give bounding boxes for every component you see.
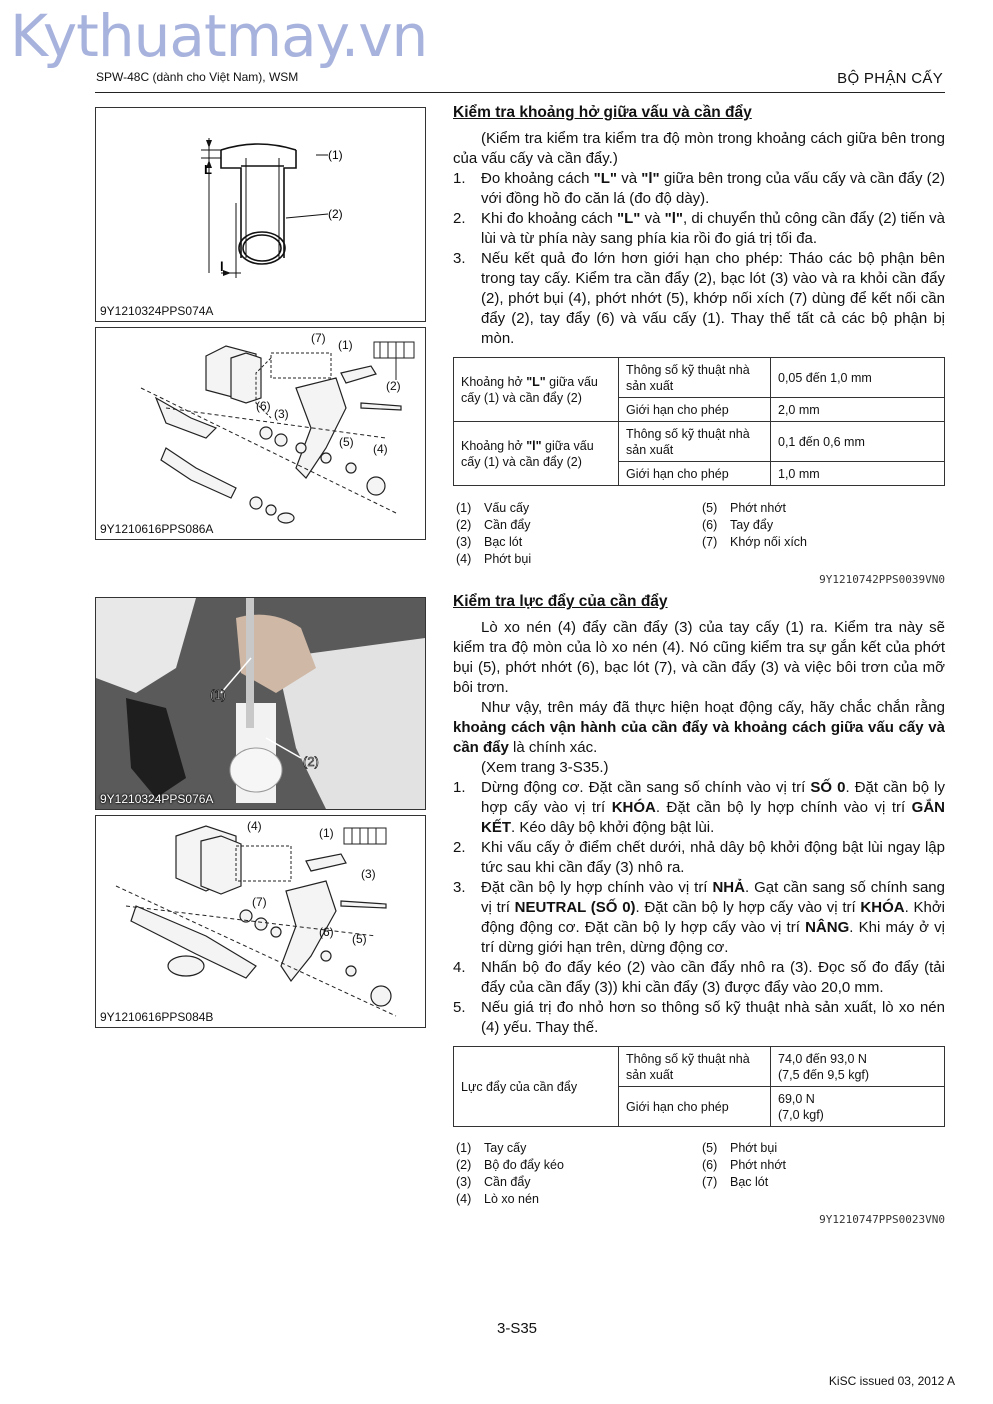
label-4: (4) (373, 442, 388, 456)
label-7: (7) (252, 895, 267, 909)
step-3: 3. Nếu kết quả đo lớn hơn giới hạn cho phép: Tháo các bộ phận bên trong tay cấy. Kiểm tra cần đẩy (2), bạc lót (3) vào và ra khỏi cần đẩy (2), phớt bụi (4), phớt nhớt (5), khớp nối xích (7) dùng để kết nối cần đẩy (2), tay đẩy (6) và vấu cấy (1). Thay thế tất cả các bộ phận bị mòn. (453, 250, 945, 347)
label-2: (2) (386, 379, 401, 393)
legend-item: (6) Tay đẩy (702, 518, 774, 532)
figure-exploded-2 (95, 815, 426, 1028)
label-L: L (204, 162, 212, 177)
legend-1 (456, 500, 946, 572)
cell-value: 0,1 đến 0,6 mm (771, 422, 945, 462)
exploded-drawing-2 (96, 816, 425, 1027)
photo-placeholder (96, 598, 425, 809)
section-title: Kiểm tra lực đẩy của cần đẩy (453, 593, 668, 610)
steps-list (453, 169, 945, 349)
spec-table-gap (453, 357, 945, 486)
label-1: (1) (338, 338, 353, 352)
paragraph-2: Như vậy, trên máy đã thực hiện hoạt động cấy, hãy chắc chắn rằng khoảng cách vận hành của cần đẩy và khoảng cách giữa vấu cấy và cần đẩy là chính xác. (453, 699, 945, 756)
section-claw-gap (453, 103, 945, 349)
watermark: Kythuatmay.vn (10, 2, 428, 70)
cell-value: 1,0 mm (771, 462, 945, 486)
step-2: 2. Khi vấu cấy ở điểm chết dưới, nhả dây bộ khởi động bật lùi ngay lập tức sau khi cần đẩy (3) nhô ra. (453, 839, 945, 876)
label-l: l (220, 259, 224, 274)
label-3: (3) (274, 407, 289, 421)
legend-item: (5) Phớt bụi (702, 1141, 778, 1155)
label-1: (1) (319, 826, 334, 840)
figure-caption: 9Y1210616PPS084B (100, 1010, 214, 1024)
figure-photo (95, 597, 426, 810)
legend-item: (4) Phớt bụi (456, 552, 532, 566)
legend-2 (456, 1140, 946, 1212)
label-5: (5) (339, 435, 354, 449)
figure-caption: 9Y1210324PPS074A (100, 304, 214, 318)
legend-item: (2) Cần đẩy (456, 518, 531, 532)
cell-value: 69,0 N (7,0 kgf) (771, 1087, 945, 1127)
step-3: 3. Đặt cần bộ ly hợp chính vào vị trí NHẢ. Gạt cần sang số chính sang vị trí NEUTRAL (SỐ 0). Đặt cần bộ ly hợp cấy vào vị trí KHÓA. Khởi động động cơ. Đặt cần bộ ly hợp cấy vào vị trí NÂNG. Khi máy ở vị trí dừng giới hạn trên, dừng động cơ. (453, 879, 946, 956)
header-model: SPW-48C (dành cho Việt Nam), WSM (96, 70, 299, 84)
exploded-drawing-1 (96, 328, 425, 539)
legend-item: (3) Cần đẩy (456, 1175, 531, 1189)
intro-text: (Kiểm tra kiểm tra kiểm tra độ mòn trong khoảng cách giữa bên trong của vấu cấy và cần đẩy.) (453, 130, 945, 167)
label-6: (6) (256, 399, 271, 413)
header-section: BỘ PHẬN CẤY (837, 70, 943, 87)
header-rule (95, 92, 945, 93)
cell-limit: Giới hạn cho phép (619, 462, 771, 486)
cell-value: 0,05 đến 1,0 mm (771, 358, 945, 398)
step-5: 5. Nếu giá trị đo nhỏ hơn so thông số kỹ thuật nhà sản xuất, lò xo nén (4) yếu. Thay thế. (453, 999, 945, 1036)
label-7: (7) (311, 331, 326, 345)
cell-value: 74,0 đến 93,0 N (7,5 đến 9,5 kgf) (771, 1047, 945, 1087)
step-1: 1. Đo khoảng cách "L" và "l" giữa bên trong của vấu cấy và cần đẩy (2) với đồng hồ đo căn lá (đo độ dày). (453, 170, 945, 207)
cell-gap-l: Khoảng hở "l" giữa vấu cấy (1) và cần đẩy (2) (454, 422, 619, 486)
cell-spec: Thông số kỹ thuật nhà sản xuất (619, 1047, 771, 1087)
reference-code: 9Y1210747PPS0023VN0 (819, 1213, 945, 1226)
issued-note: KiSC issued 03, 2012 A (828, 1374, 955, 1388)
page-reference: (Xem trang 3-S35.) (481, 759, 609, 776)
claw-gap-drawing (96, 108, 425, 321)
steps-list (453, 778, 945, 1038)
cell-value: 2,0 mm (771, 398, 945, 422)
legend-item: (6) Phớt nhớt (702, 1158, 787, 1172)
label-6: (6) (319, 925, 334, 939)
legend-item: (1) Tay cấy (456, 1141, 527, 1155)
cell-label: Lực đẩy của cần đẩy (454, 1047, 619, 1127)
label-2: (2) (328, 207, 343, 221)
label-1: (1) (328, 148, 343, 162)
page-number: 3-S35 (497, 1320, 538, 1337)
legend-item: (4) Lò xo nén (456, 1192, 539, 1206)
step-2: 2. Khi đo khoảng cách "L" và "l", di chuyển thủ công cần đẩy (2) tiến và lùi và từ phía này sang phía kia rồi đo giá trị tối đa. (453, 210, 945, 247)
spec-table-force (453, 1046, 945, 1127)
step-4: 4. Nhấn bộ đo đẩy kéo (2) vào cần đẩy nhô ra (3). Đọc số đo đẩy (tải đẩy của cần đẩy (3)) khi cần đẩy (3) được đẩy vào 20,0 mm. (453, 959, 945, 996)
label-1: (1) (210, 687, 226, 702)
legend-item: (1) Vấu cấy (456, 501, 530, 515)
cell-limit: Giới hạn cho phép (619, 398, 771, 422)
figure-exploded-1 (95, 327, 426, 540)
label-5: (5) (352, 932, 367, 946)
paragraph-1: Lò xo nén (4) đẩy cần đẩy (3) của tay cấy (1) ra. Kiểm tra này sẽ kiểm tra độ mòn của lò xo nén (4). Nó cũng kiểm tra sự gắn kết của phớt bụi (5), phớt nhớt (6), bạc lót (7), và cần đẩy (3) và việc bôi trơn của mỡ bôi trơn. (453, 619, 945, 696)
label-4: (4) (247, 819, 262, 833)
cell-spec: Thông số kỹ thuật nhà sản xuất (619, 358, 771, 398)
figure-caption: 9Y1210616PPS086A (100, 522, 214, 536)
reference-code: 9Y1210742PPS0039VN0 (819, 573, 945, 586)
figure-claw-gap (95, 107, 426, 322)
legend-item: (7) Khớp nối xích (702, 535, 807, 549)
legend-item: (3) Bạc lót (456, 535, 523, 549)
legend-item: (2) Bộ đo đẩy kéo (456, 1158, 564, 1172)
label-2: (2) (303, 754, 319, 769)
cell-limit: Giới hạn cho phép (619, 1087, 771, 1127)
section-pusher-force (453, 592, 945, 1038)
step-1: 1. Dừng động cơ. Đặt cần sang số chính vào vị trí SỐ 0. Đặt cần bộ ly hợp cấy vào vị trí KHÓA. Đặt cần bộ ly hợp chính vào vị trí GẮN KẾT. Kéo dây bộ khởi động bật lùi. (453, 779, 945, 836)
label-3: (3) (361, 867, 376, 881)
cell-spec: Thông số kỹ thuật nhà sản xuất (619, 422, 771, 462)
legend-item: (7) Bạc lót (702, 1175, 769, 1189)
section-title: Kiểm tra khoảng hở giữa vấu và cần đẩy (453, 104, 752, 121)
figure-caption: 9Y1210324PPS076A (100, 792, 214, 806)
legend-item: (5) Phớt nhớt (702, 501, 787, 515)
cell-gap-L: Khoảng hở "L" giữa vấu cấy (1) và cần đẩy (2) (454, 358, 619, 422)
